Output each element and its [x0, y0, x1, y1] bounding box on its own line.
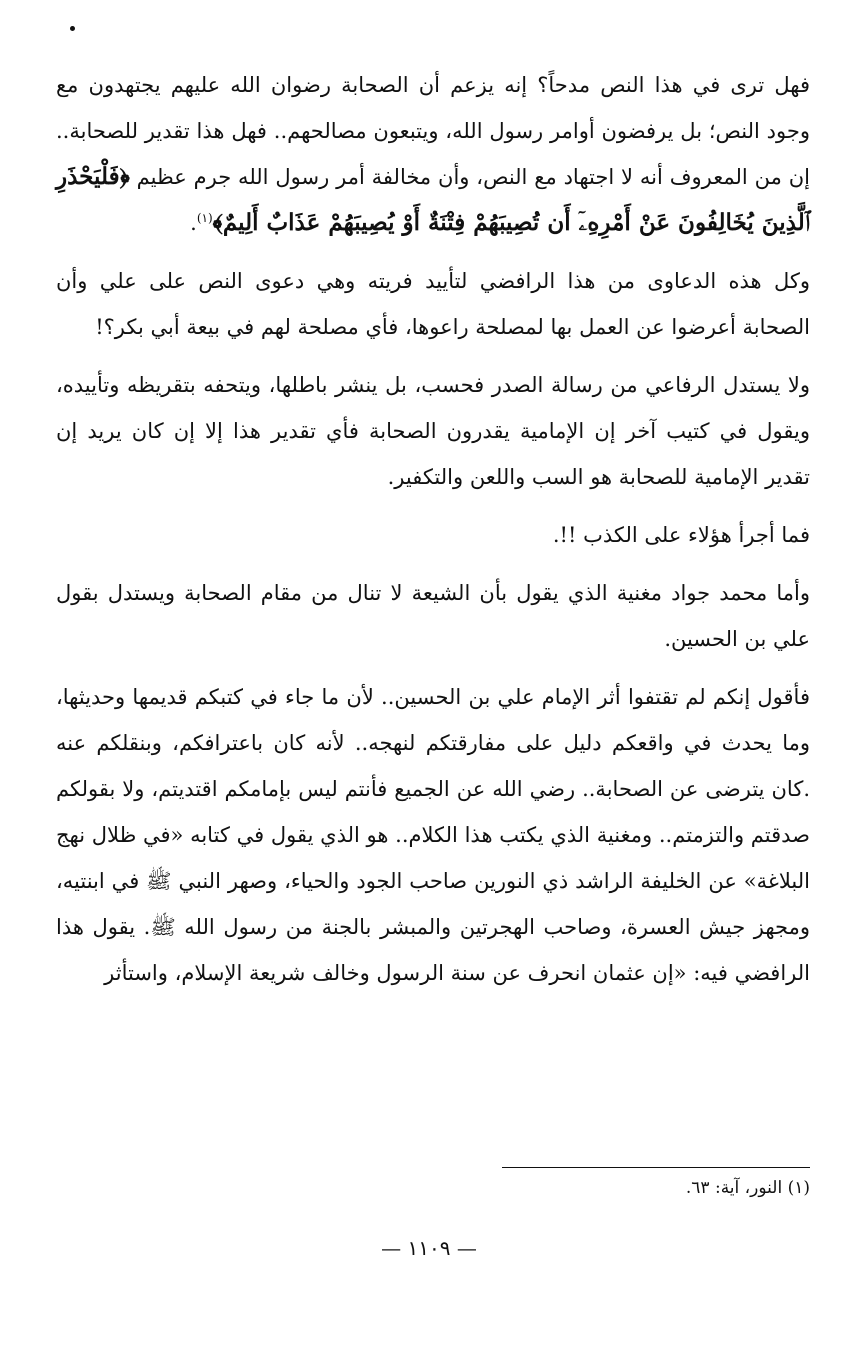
footnote-reference: (١)	[196, 211, 213, 225]
paragraph-1	[56, 62, 810, 246]
paragraph-4: فما أجرأ هؤلاء على الكذب !!.	[552, 523, 810, 547]
paragraph-1-tail: .	[190, 211, 197, 235]
footnote: (١) النور، آية: ٦٣.	[685, 1178, 810, 1198]
page-number: — ١١٠٩ —	[381, 1236, 477, 1260]
paragraph-5: وأما محمد جواد مغنية الذي يقول بأن الشيعة لا تنال من مقام الصحابة ويستدل بقول علي بن الحسين.	[56, 581, 810, 651]
paragraph-2: وكل هذه الدعاوى من هذا الرافضي لتأييد فريته وهي دعوى النص على علي وأن الصحابة أعرضوا عن العمل بها لمصلحة راعوها، فأي مصلحة لهم في بيعة أبي بكر؟!	[56, 269, 810, 339]
page-mark-dot	[70, 26, 75, 31]
paragraph-1-text: فهل ترى في هذا النص مدحاً؟ إنه يزعم أن الصحابة رضوان الله عليهم يجتهدون مع وجود النص؛ بل يرفضون أوامر رسول الله، ويتبعون مصالحهم.. فهل هذا تقدير للصحابة.. إن من المعروف أنه لا اجتهاد مع النص، وأن مخالفة أمر رسول الله جرم عظيم	[56, 73, 810, 189]
paragraph-6: فأقول إنكم لم تقتفوا أثر الإمام علي بن الحسين.. لأن ما جاء في كتبكم قديمها وحديثها، وما يحدث في واقعكم دليل على مفارقتكم لنهجه.. لأنه كان باعترافكم، وبنقلكم عنه .كان يترضى عن الصحابة.. رضي الله عن الجميع فأنتم ليس بإمامكم اقتديتم، ولا بقولكم صدقتم والتزمتم.. ومغنية الذي يكتب هذا الكلام.. هو الذي يقول في كتابه «في ظلال نهج البلاغة» عن الخليفة الراشد ذي النورين صاحب الجود والحياء، وصهر النبي ﷺ في ابنتيه، ومجهز جيش العسرة، وصاحب الهجرتين والمبشر بالجنة من رسول الله ﷺ. يقول هذا الرافضي فيه: «إن عثمان انحرف عن سنة الرسول وخالف شريعة الإسلام، واستأثر	[56, 685, 810, 985]
paragraph-3: ولا يستدل الرفاعي من رسالة الصدر فحسب، بل ينشر باطلها، ويتحفه بتقريظه وتأييده، ويقول في كتيب آخر إن الإمامية يقدرون الصحابة فأي تقدير هذا إلا إن كان يريد إن تقدير الإمامية للصحابة هو السب واللعن والتكفير.	[56, 373, 810, 489]
footnote-divider	[502, 1167, 810, 1168]
quran-verse: ﴿فَلْيَحْذَرِ ٱلَّذِينَ يُخَالِفُونَ عَنْ أَمْرِهِۦٓ أَن تُصِيبَهُمْ فِتْنَةٌ أَوْ يُصِيبَهُمْ عَذَابٌ أَلِيمٌ﴾	[56, 163, 810, 236]
